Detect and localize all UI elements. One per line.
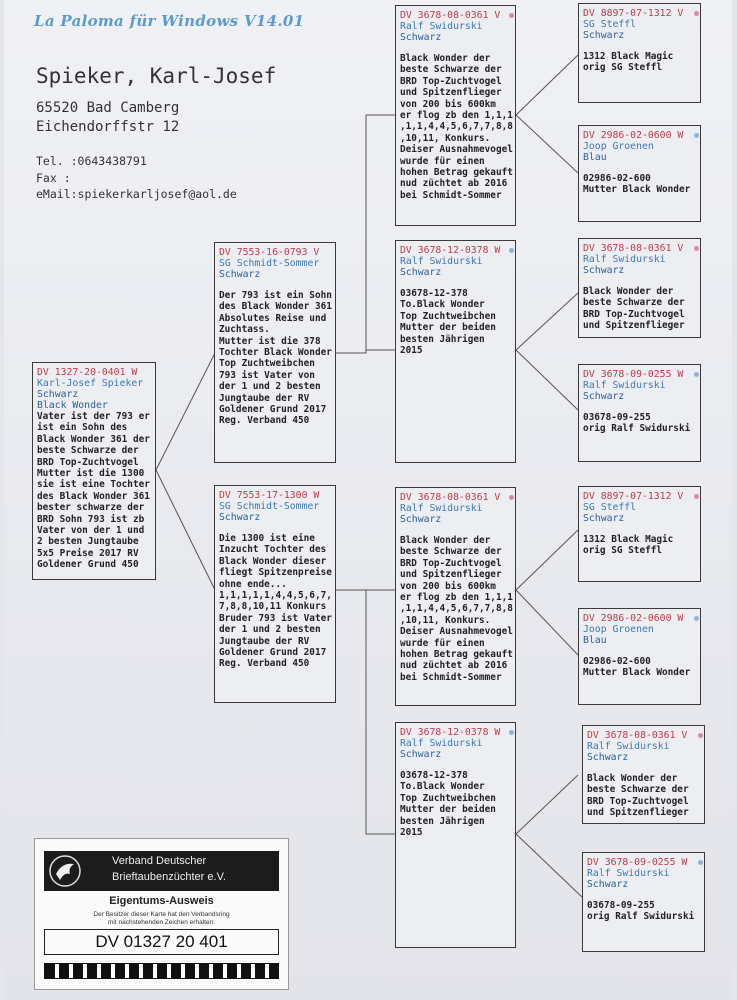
plumage-color: Schwarz <box>583 30 625 41</box>
connector-line <box>336 115 395 353</box>
pigeon-name: Black Wonder <box>37 400 108 411</box>
pedigree-gen4-6[interactable] <box>578 608 701 705</box>
connector-line <box>366 590 395 834</box>
connector-line <box>516 293 578 350</box>
description: 1312 Black Magic orig SG Steffl <box>583 51 674 74</box>
description: 1312 Black Magic orig SG Steffl <box>583 534 674 557</box>
female-dot-icon <box>694 372 699 377</box>
plumage-color: Schwarz <box>583 265 625 276</box>
breeder: Ralf Swidurski <box>400 503 483 514</box>
pedigree-gen4-4[interactable] <box>578 364 701 462</box>
plumage-color: Schwarz <box>400 267 442 278</box>
plumage-color: Schwarz <box>37 389 79 400</box>
ring-number: DV 3678-12-0378 W <box>400 245 512 256</box>
card-title: Eigentums-Ausweis <box>109 895 214 907</box>
pedigree-gen3-3[interactable] <box>395 487 516 706</box>
breeder: Ralf Swidurski <box>400 738 483 749</box>
connector-line <box>516 530 578 590</box>
card-decorative-strip <box>44 963 279 979</box>
description: Black Wonder der beste Schwarze der BRD Top-Zuchtvogel und Spitzenflieger <box>583 286 685 332</box>
plumage-color: Blau <box>583 152 607 163</box>
pedigree-gen3-1[interactable] <box>395 5 516 226</box>
ring-number: DV 3678-08-0361 V <box>587 730 701 741</box>
ring-number: DV 3678-09-0255 W <box>587 857 701 868</box>
pedigree-subject[interactable] <box>32 362 156 580</box>
owner-street: Eichendorffstr 12 <box>36 119 180 135</box>
description: 03678-12-378 To.Black Wonder Top Zuchtweibchen Mutter der beiden besten Jährigen 2015 <box>400 770 496 839</box>
female-dot-icon <box>694 133 699 138</box>
pedigree-gen4-7[interactable] <box>582 725 705 824</box>
female-dot-icon <box>509 730 514 735</box>
plumage-color: Schwarz <box>400 32 442 43</box>
breeder: Joop Groenen <box>583 141 654 152</box>
ring-number: DV 7553-16-0793 V <box>219 247 320 258</box>
breeder: Ralf Swidurski <box>583 254 666 265</box>
connector-line <box>156 470 215 590</box>
breeder: SG Schmidt-Sommer <box>219 501 320 512</box>
plumage-color: Schwarz <box>587 752 629 763</box>
description: 03678-09-255 orig Ralf Swidurski <box>583 412 691 435</box>
ring-number: DV 3678-09-0255 W <box>583 369 697 380</box>
description: 02986-02-600 Mutter Black Wonder <box>583 656 691 679</box>
ring-number: DV 3678-08-0361 V <box>400 10 512 21</box>
owner-zip-city: 65520 Bad Camberg <box>36 100 180 116</box>
plumage-color: Schwarz <box>583 513 625 524</box>
description: Die 1300 ist eine Inzucht Tochter des Black Wonder dieser fliegt Spitzenpreise ohne ende... 1,1,1,1,1,4,4,5,6,7, 7,8,8,10,11 Konkurs Bruder 793 ist Vater der 1 und 2 besten Jungtaube der RV Goldener Grund 2017 Reg. Verband 450 <box>219 533 332 670</box>
ring-number: DV 1327-20-0401 W <box>37 367 138 378</box>
description: 03678-09-255 orig Ralf Swidurski <box>587 900 695 923</box>
org-line-2: Brieftaubenzüchter e.V. <box>112 871 226 883</box>
connector-line <box>156 353 215 470</box>
connector-line <box>366 350 395 353</box>
connector-line <box>516 834 582 897</box>
ring-number: DV 7553-17-1300 W <box>219 490 320 501</box>
description: Black Wonder der beste Schwarze der BRD Top-Zuchtvogel und Spitzenflieger <box>587 773 689 819</box>
description: Der 793 ist ein Sohn des Black Wonder 361 Absolutes Reise und Zuchtass. Mutter ist die 378 Tochter Black Wonder Top Zuchtweibchen 793 ist Vater von der 1 und 2 besten Jungtaube der RV Goldener Grund 2017 Reg. Verband 450 <box>219 290 332 427</box>
plumage-color: Schwarz <box>400 514 442 525</box>
dove-logo-icon <box>48 854 82 888</box>
breeder: SG Steffl <box>583 502 637 513</box>
connector-line <box>516 55 578 115</box>
breeder: SG Steffl <box>583 19 637 30</box>
pedigree-father[interactable] <box>214 242 336 463</box>
pedigree-gen4-5[interactable] <box>578 486 701 582</box>
male-dot-icon <box>698 733 703 738</box>
ring-number: DV 3678-08-0361 V <box>583 243 697 254</box>
ring-number: DV 3678-12-0378 W <box>400 727 512 738</box>
owner-email: eMail:spiekerkarljosef@aol.de <box>36 187 237 201</box>
owner-tel: Tel. :0643438791 <box>36 154 147 168</box>
description: Black Wonder der beste Schwarze der BRD Top-Zuchtvogel und Spitzenflieger von 200 bis 600km er flog zb den 1,1,1 ,1,1,4,4,5,6,7,7,8,8 ,10,11, Konkurs. Deiser Ausnahmevogel wurde für einen hohen Betrag gekauft nud züchtet ab 2016 bei Schmidt-Sommer <box>400 535 513 683</box>
pedigree-gen4-8[interactable] <box>582 852 705 952</box>
card-subtitle-1: Der Besitzer dieser Karte hat den Verbandsring <box>93 911 230 918</box>
owner-name: Spieker, Karl-Josef <box>36 64 277 88</box>
connector-line <box>516 350 578 410</box>
male-dot-icon <box>509 13 514 18</box>
description: 02986-02-600 Mutter Black Wonder <box>583 173 691 196</box>
ring-number: DV 8897-07-1312 V <box>583 8 697 19</box>
breeder: Ralf Swidurski <box>400 21 483 32</box>
female-dot-icon <box>698 860 703 865</box>
connector-line <box>516 775 578 834</box>
pedigree-gen4-2[interactable] <box>578 125 701 222</box>
description: Vater ist der 793 er ist ein Sohn des Black Wonder 361 der beste Schwarze der BRD Top-Zuchtvogel Mutter ist die 1300 sie ist eine Tochter des Black Wonder 361 bester schwarze der BRD Sohn 793 ist zb Vater von der 1 und 2 besten Jungtaube 5x5 Preise 2017 RV Goldener Grund 450 <box>37 411 150 571</box>
app-title: La Paloma für Windows V14.01 <box>34 12 305 30</box>
plumage-color: Schwarz <box>400 749 442 760</box>
pedigree-gen4-3[interactable] <box>578 238 701 338</box>
breeder: Ralf Swidurski <box>583 380 666 391</box>
male-dot-icon <box>509 495 514 500</box>
breeder: Ralf Swidurski <box>400 256 483 267</box>
male-dot-icon <box>694 246 699 251</box>
female-dot-icon <box>509 248 514 253</box>
breeder: Karl-Josef Spieker <box>37 378 144 389</box>
org-line-1: Verband Deutscher <box>112 855 207 867</box>
breeder: Ralf Swidurski <box>587 868 670 879</box>
pedigree-mother[interactable] <box>214 485 336 703</box>
description: 03678-12-378 To.Black Wonder Top Zuchtweibchen Mutter der beiden besten Jährigen 2015 <box>400 288 496 357</box>
male-dot-icon <box>694 494 699 499</box>
pedigree-gen3-2[interactable] <box>395 240 516 463</box>
ring-number: DV 2986-02-0600 W <box>583 130 697 141</box>
plumage-color: Schwarz <box>219 512 261 523</box>
pedigree-gen4-1[interactable] <box>578 3 701 103</box>
ring-number: DV 8897-07-1312 V <box>583 491 697 502</box>
plumage-color: Schwarz <box>587 879 629 890</box>
breeder: Joop Groenen <box>583 624 654 635</box>
breeder: Ralf Swidurski <box>587 741 670 752</box>
breeder: SG Schmidt-Sommer <box>219 258 320 269</box>
male-dot-icon <box>694 11 699 16</box>
card-subtitle-2: mit nachstehenden Zeichen erhalten: <box>108 919 215 926</box>
card-header <box>44 851 279 891</box>
ring-number: DV 3678-08-0361 V <box>400 492 512 503</box>
connector-line <box>516 590 578 655</box>
card-ring-number: DV 01327 20 401 <box>44 929 279 955</box>
ring-number: DV 2986-02-0600 W <box>583 613 697 624</box>
ownership-card <box>34 838 289 990</box>
pedigree-sheet <box>4 0 732 1000</box>
plumage-color: Schwarz <box>583 391 625 402</box>
female-dot-icon <box>694 616 699 621</box>
plumage-color: Blau <box>583 635 607 646</box>
description: Black Wonder der beste Schwarze der BRD Top-Zuchtvogel und Spitzenflieger von 200 bis 600km er flog zb den 1,1,1 ,1,1,4,4,5,6,7,7,8,8 ,10,11, Konkurs. Deiser Ausnahmevogel wurde für einen hohen Betrag gekauft nud züchtet ab 2016 bei Schmidt-Sommer <box>400 53 513 201</box>
pedigree-gen3-4[interactable] <box>395 722 516 948</box>
plumage-color: Schwarz <box>219 269 261 280</box>
connector-line <box>516 115 578 173</box>
owner-fax: Fax : <box>36 171 71 185</box>
